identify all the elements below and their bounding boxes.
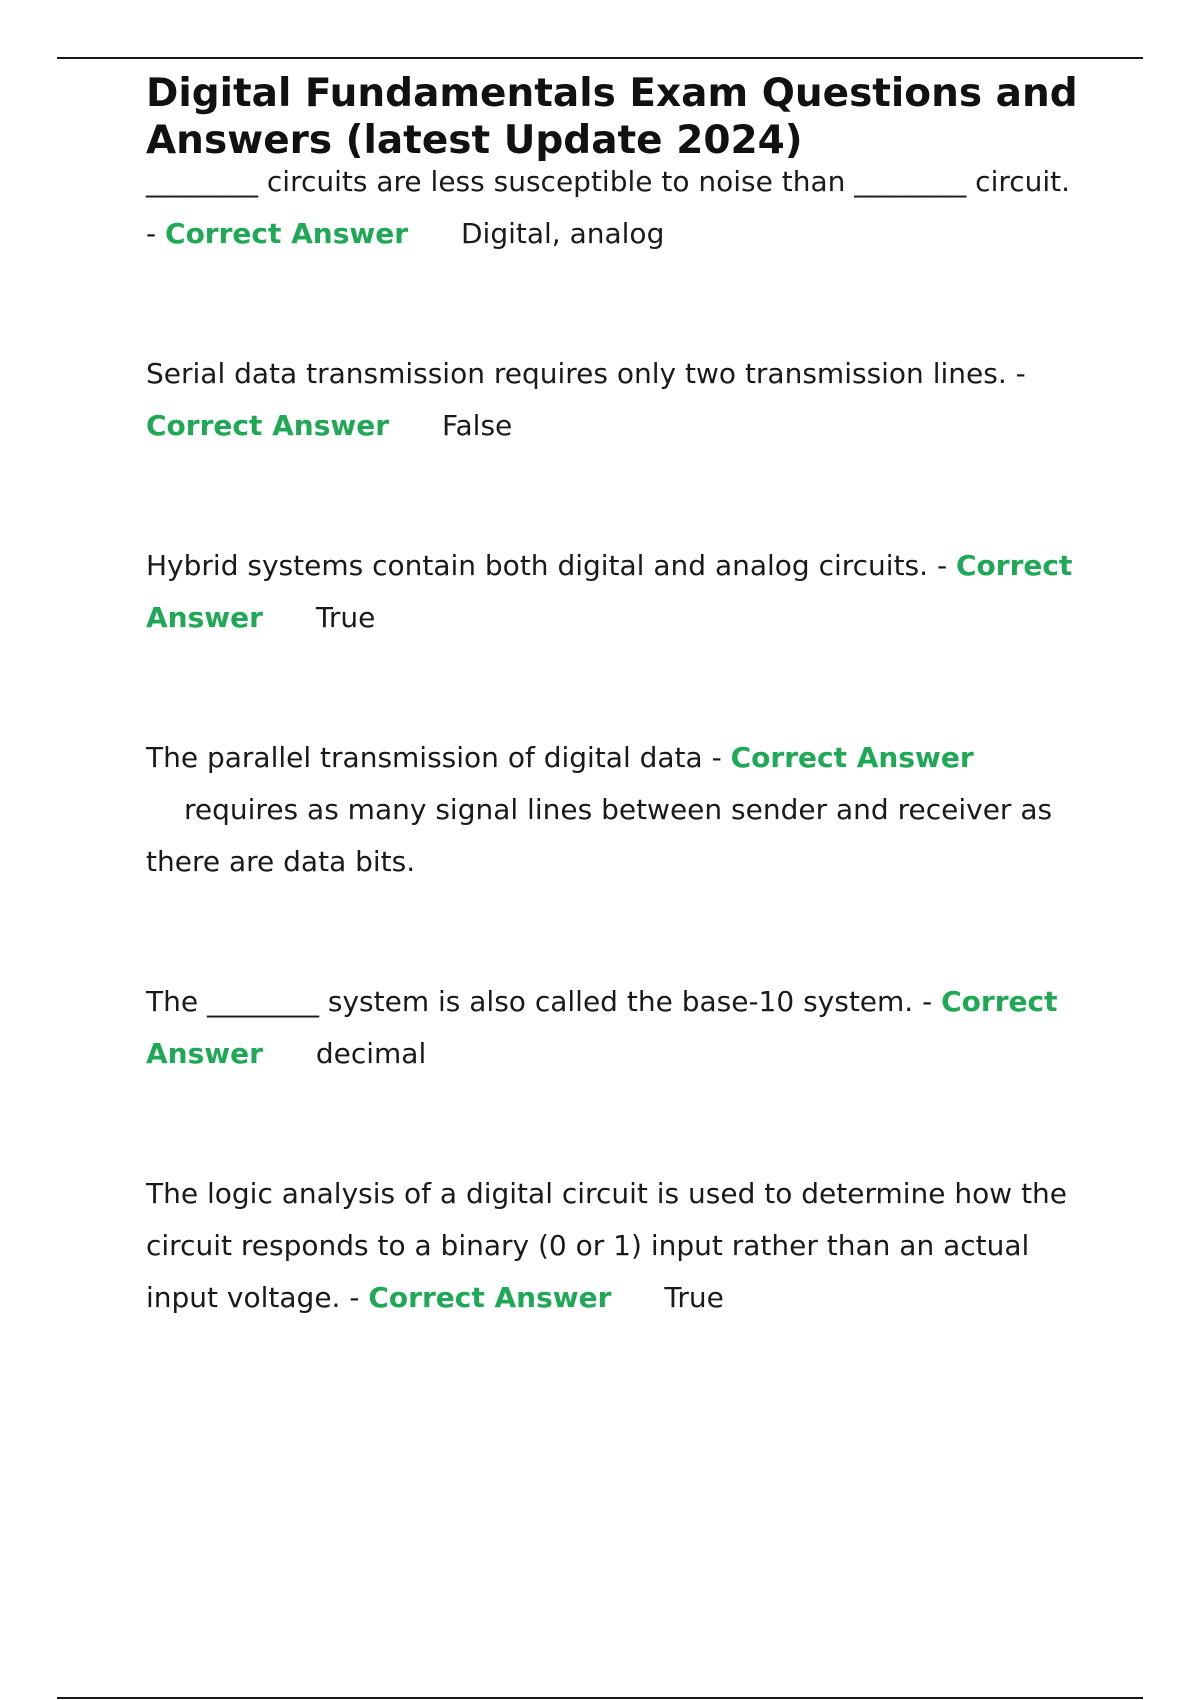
correct-answer-label: Correct Answer [368, 1281, 612, 1314]
question-text: Serial data transmission requires only two transmission lines. - [146, 357, 1026, 390]
document-body [146, 70, 1086, 1324]
answer-text: False [441, 409, 513, 442]
correct-answer-label: Correct Answer [165, 217, 409, 250]
question-text: The parallel transmission of digital data - [146, 741, 722, 774]
correct-answer-label: Correct Answer [146, 409, 390, 442]
correct-answer-label: Correct Answer [146, 985, 1058, 1070]
document-title: Digital Fundamentals Exam Questions and Answers (latest Update 2024) [146, 71, 1078, 163]
qa-item [146, 348, 1086, 452]
answer-text: True [664, 1281, 724, 1314]
qa-item [146, 540, 1086, 644]
answer-text: True [315, 601, 376, 634]
qa-item [146, 732, 1086, 888]
qa-item [146, 156, 1086, 260]
question-text: ________ circuits are less susceptible to noise than ________ circuit. - [146, 165, 1071, 250]
question-text: The ________ system is also called the base-10 system. - [146, 985, 933, 1018]
top-rule [57, 57, 1143, 59]
question-text: Hybrid systems contain both digital and analog circuits. - [146, 549, 948, 582]
bottom-rule [57, 1697, 1143, 1699]
correct-answer-label: Correct Answer [146, 549, 1073, 634]
answer-text: requires as many signal lines between sender and receiver as there are data bits. [146, 793, 1053, 878]
question-text: The logic analysis of a digital circuit is used to determine how the circuit responds to a binary (0 or 1) input rather than an actual input voltage. - [146, 1177, 1068, 1314]
answer-text: Digital, analog [460, 217, 665, 250]
answer-text: decimal [315, 1037, 427, 1070]
correct-answer-label: Correct Answer [730, 741, 974, 774]
qa-item [146, 1168, 1086, 1324]
qa-item [146, 976, 1086, 1080]
